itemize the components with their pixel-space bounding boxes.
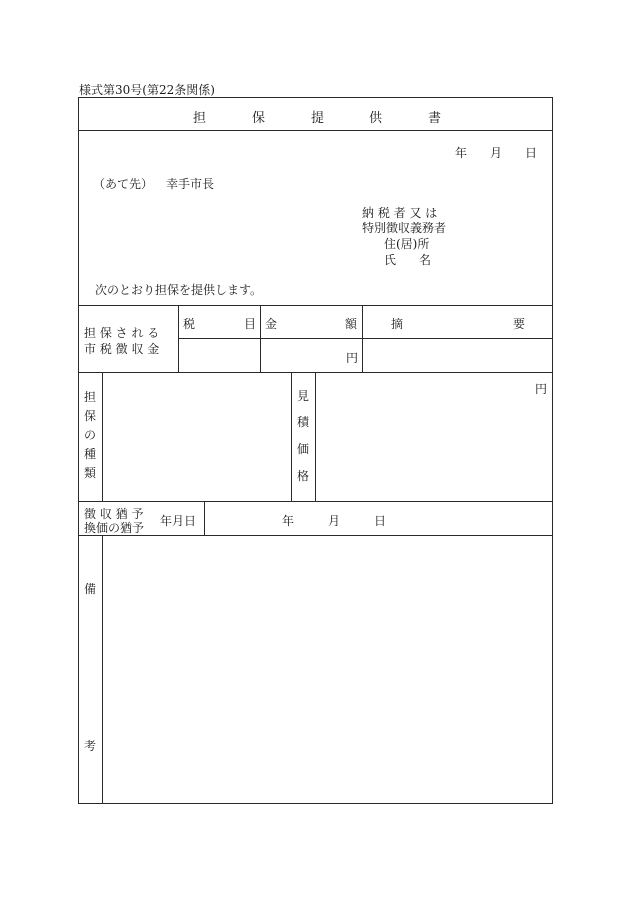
collateral-type-char-5: 類 <box>83 466 96 480</box>
collateral-type-char-3: の <box>83 428 96 442</box>
taxpayer-line-2: 特別徴収義務者 <box>362 221 447 235</box>
taxpayer-name-label-a: 氏 <box>384 253 397 267</box>
divider-collateral-type <box>291 372 292 501</box>
date-year-label: 年 <box>455 146 468 160</box>
estimate-char-3: 価 <box>296 442 309 456</box>
collateral-type-char-1: 担 <box>83 390 96 404</box>
deferral-month-label: 月 <box>328 514 341 528</box>
frame-bottom <box>78 803 553 804</box>
remarks-label-top: 備 <box>83 582 96 596</box>
col-tax-item-a: 税 <box>183 317 196 331</box>
frame-right <box>552 97 553 804</box>
remarks-cell[interactable] <box>103 536 552 803</box>
secured-tax-label-1: 担 保 さ れ る <box>84 326 160 340</box>
divider-title <box>78 130 553 131</box>
taxpayer-name-label-b: 名 <box>419 253 432 267</box>
frame-left <box>78 97 79 804</box>
offer-statement: 次のとおり担保を提供します。 <box>95 283 263 297</box>
estimate-char-1: 見 <box>296 389 309 403</box>
date-month-label: 月 <box>490 146 503 160</box>
estimate-value-cell[interactable] <box>316 373 552 501</box>
form-number-label: 様式第30号(第22条関係) <box>79 83 215 97</box>
deferral-label-2: 換価の猶予 <box>84 521 145 535</box>
remarks-label-bottom: 考 <box>83 739 96 753</box>
tax-item-cell[interactable] <box>178 339 260 372</box>
deferral-date-label: 年月日 <box>160 514 197 528</box>
estimate-char-4: 格 <box>296 469 309 483</box>
title-char-3: 提 <box>311 111 325 126</box>
addressee-label: （あて先） <box>93 177 154 191</box>
col-summary-a: 摘 <box>391 317 404 331</box>
title-char-2: 保 <box>252 111 266 126</box>
taxpayer-address-label: 住(居)所 <box>384 237 430 251</box>
title-char-1: 担 <box>193 111 207 126</box>
collateral-type-char-4: 種 <box>83 447 96 461</box>
date-day-label: 日 <box>525 146 538 160</box>
estimate-yen-unit: 円 <box>535 382 548 396</box>
deferral-label-1: 徴 収 猶 予 <box>84 507 144 521</box>
frame-top <box>78 97 553 98</box>
taxpayer-line-1: 納 税 者 又 は <box>362 206 438 220</box>
summary-cell[interactable] <box>363 339 552 372</box>
title-char-5: 書 <box>428 111 442 126</box>
divider-header <box>78 305 553 306</box>
estimate-char-2: 積 <box>296 415 309 429</box>
amount-yen-unit: 円 <box>346 351 359 365</box>
addressee-name: 幸手市長 <box>166 177 215 191</box>
col-summary-b: 要 <box>513 317 526 331</box>
col-amount-b: 額 <box>345 317 358 331</box>
secured-tax-label-2: 市 税 徴 収 金 <box>84 342 160 356</box>
deferral-day-label: 日 <box>374 514 387 528</box>
deferral-year-label: 年 <box>282 514 295 528</box>
title-char-4: 供 <box>369 111 383 126</box>
col-tax-item-b: 目 <box>244 317 257 331</box>
collateral-type-char-2: 保 <box>83 409 96 423</box>
col-amount-a: 金 <box>265 317 278 331</box>
collateral-type-cell[interactable] <box>103 373 291 501</box>
